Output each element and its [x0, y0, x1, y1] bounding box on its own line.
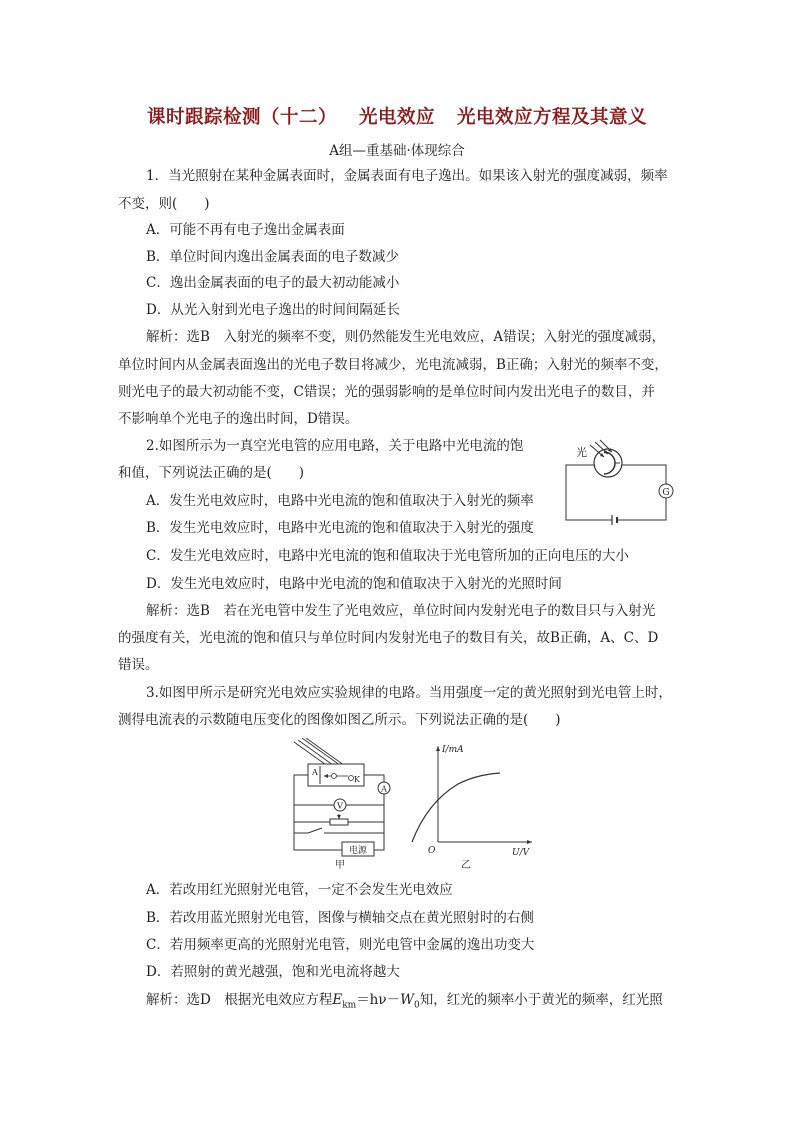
q1-option-d: D．从光入射到光电子逸出的时间间隔延长 — [146, 302, 400, 318]
phototube-circuit-figure — [560, 437, 678, 527]
q3-analysis-eq: ＝hν－ — [356, 992, 401, 1008]
switch — [308, 828, 322, 833]
q3-option-a: A．若改用红光照射光电管，一定不会发生光电效应 — [146, 882, 453, 898]
rheostat — [330, 819, 348, 825]
q3-option-b: B．若改用蓝光照射光电管，图像与横轴交点在黄光照射时的右侧 — [146, 910, 534, 926]
q3-stem-line1: 3.如图甲所示是研究光电效应实验规律的电路。当用强度一定的黄光照射到光电管上时， — [146, 685, 672, 701]
q2-option-b: B．发生光电效应时，电路中光电流的饱和值取决于入射光的强度 — [146, 520, 534, 536]
experiment-circuit-figure — [284, 738, 396, 870]
q3-stem-line2: 测得电流表的示数随电压变化的图像如图乙所示。下列说法正确的是( ) — [118, 712, 561, 728]
q1-analysis-line4: 不影响单个光电子的逸出时间，D错误。 — [118, 411, 359, 427]
q1-option-b: B．单位时间内逸出金属表面的电子数减少 — [146, 249, 399, 265]
q2-option-c: C．发生光电效应时，电路中光电流的饱和值取决于光电管所加的正向电压的大小 — [146, 548, 629, 564]
q1-stem-line1: 1．当光照射在某种金属表面时，金属表面有电子逸出。如果该入射光的强度减弱，频率 — [146, 168, 668, 184]
q2-analysis-line2: 的强度有关，光电流的饱和值只与单位时间内发射光电子的数目有关，故B正确，A、C、D — [118, 630, 659, 646]
i-u-curve — [412, 773, 500, 842]
q3-analysis-pre: 解析：选D 根据光电效应方程 — [146, 992, 333, 1008]
q2-option-d: D．发生光电效应时，电路中光电流的饱和值取决于入射光的光照时间 — [146, 576, 562, 592]
q3-analysis-line1 — [146, 991, 663, 1015]
title-part2: 光电效应 — [358, 107, 435, 128]
q1-option-a: A．可能不再有电子逸出金属表面 — [146, 222, 345, 238]
figure-right-caption: 乙 — [461, 860, 471, 870]
q2-option-a: A．发生光电效应时，电路中光电流的饱和值取决于入射光的频率 — [146, 493, 534, 509]
q1-analysis-line1: 解析：选B 入射光的频率不变，则仍然能发生光电效应，A错误；入射光的强度减弱， — [146, 329, 666, 345]
q2-stem-line2: 和值，下列说法正确的是( ) — [118, 465, 305, 481]
figure-left-caption: 甲 — [335, 860, 345, 870]
power-source-label: 电源 — [348, 846, 368, 856]
current-voltage-graph — [408, 738, 536, 870]
title-part1: 课时跟踪检测（十二） — [146, 107, 337, 128]
anode-label: A — [312, 768, 318, 777]
q3-option-d: D．若照射的黄光越强，饱和光电流将越大 — [146, 964, 400, 980]
q1-stem-line2: 不变，则( ) — [118, 196, 210, 212]
q2-stem-line1: 2.如图所示为一真空光电管的应用电路，关于电路中光电流的饱 — [146, 438, 524, 454]
q1-analysis-line3: 则光电子的最大初动能不变，C错误；光的强弱影响的是单位时间内发出光电子的数目，并 — [118, 384, 655, 400]
y-axis-label: I/mA — [442, 745, 464, 755]
galvanometer-label: G — [662, 488, 670, 498]
ammeter-label: A — [381, 784, 387, 794]
light-label: 光 — [576, 446, 587, 459]
section-subtitle: A组—重基础·体现综合 — [329, 143, 465, 159]
q3-analysis-e: E — [332, 992, 343, 1008]
q2-analysis-line1: 解析：选B 若在光电管中发生了光电效应，单位时间内发射光电子的数目只与入射光 — [146, 603, 656, 619]
x-axis-label: U/V — [512, 848, 530, 858]
q3-analysis-w-sub: 0 — [413, 1000, 420, 1011]
q3-analysis-post: 知，红光的频率小于黄光的频率，红光照 — [419, 992, 663, 1008]
q1-analysis-line2: 单位时间内从金属表面逸出的光电子数目将减少，光电流减弱，B正确；入射光的频率不变， — [118, 357, 668, 373]
q1-option-c: C．逸出金属表面的电子的最大初动能减小 — [146, 275, 400, 291]
origin-label: O — [428, 846, 436, 856]
voltmeter-label: V — [337, 801, 343, 811]
page-title — [0, 103, 794, 129]
q3-option-c: C．若用频率更高的光照射光电管，则光电管中金属的逸出功变大 — [146, 937, 535, 953]
q2-analysis-line3: 错误。 — [118, 657, 159, 673]
q3-analysis-w: W — [400, 992, 414, 1008]
title-part3: 光电效应方程及其意义 — [457, 107, 648, 128]
cathode-label: K — [354, 775, 360, 784]
q3-analysis-e-sub: km — [342, 1000, 357, 1011]
